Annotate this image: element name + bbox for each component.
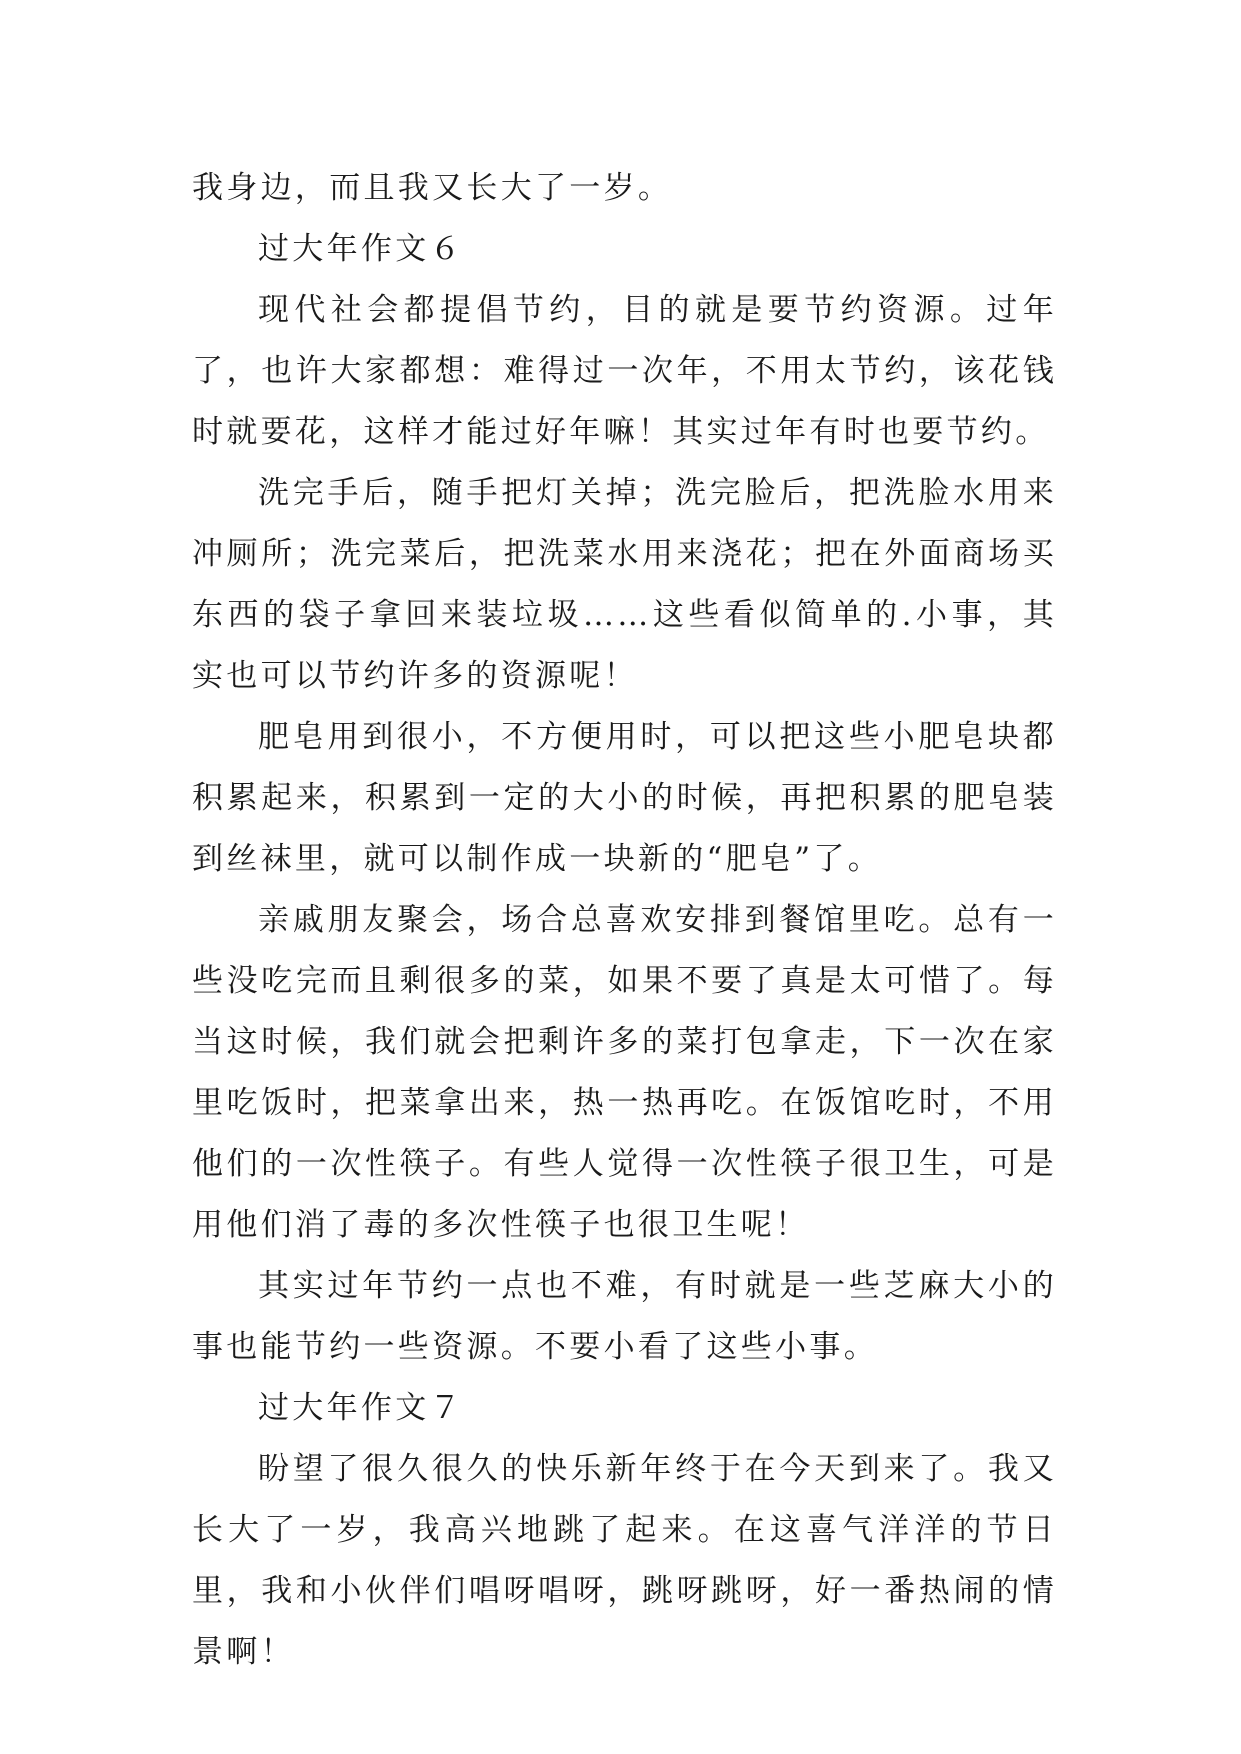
paragraph: 亲戚朋友聚会，场合总喜欢安排到餐馆里吃。总有一些没吃完而且剩很多的菜，如果不要了真是太可惜了。每当这时候，我们就会把剩许多的菜打包拿走，下一次在家里吃饭时，把菜拿出来，热一热再吃。在饭馆吃时，不用他们的一次性筷子。有些人觉得一次性筷子很卫生，可是用他们消了毒的多次性筷子也很卫生呢！ [192,902,1057,1243]
paragraph: 肥皂用到很小，不方便用时，可以把这些小肥皂块都积累起来，积累到一定的大小的时候，再把积累的肥皂装到丝袜里，就可以制作成一块新的“肥皂”了。 [192,719,1057,877]
paragraph: 洗完手后，随手把灯关掉；洗完脸后，把洗脸水用来冲厕所；洗完菜后，把洗菜水用来浇花；把在外面商场买东西的袋子拿回来装垃圾……这些看似简单的.小事，其实也可以节约许多的资源呢！ [192,475,1057,694]
paragraph: 现代社会都提倡节约，目的就是要节约资源。过年了，也许大家都想：难得过一次年，不用太节约，该花钱时就要花，这样才能过好年嘛！其实过年有时也要节约。 [192,292,1057,450]
paragraph: 其实过年节约一点也不难，有时就是一些芝麻大小的事也能节约一些资源。不要小看了这些小事。 [192,1268,1057,1365]
section-heading-essay-6: 过大年作文６ [258,231,464,267]
paragraph: 盼望了很久很久的快乐新年终于在今天到来了。我又长大了一岁，我高兴地跳了起来。在这喜气洋洋的节日里，我和小伙伴们唱呀唱呀，跳呀跳呀，好一番热闹的情景啊！ [192,1451,1057,1670]
section-heading-essay-7: 过大年作文７ [258,1390,464,1426]
paragraph-continuation: 我身边，而且我又长大了一岁。 [192,170,673,206]
document-body [192,158,1057,1683]
